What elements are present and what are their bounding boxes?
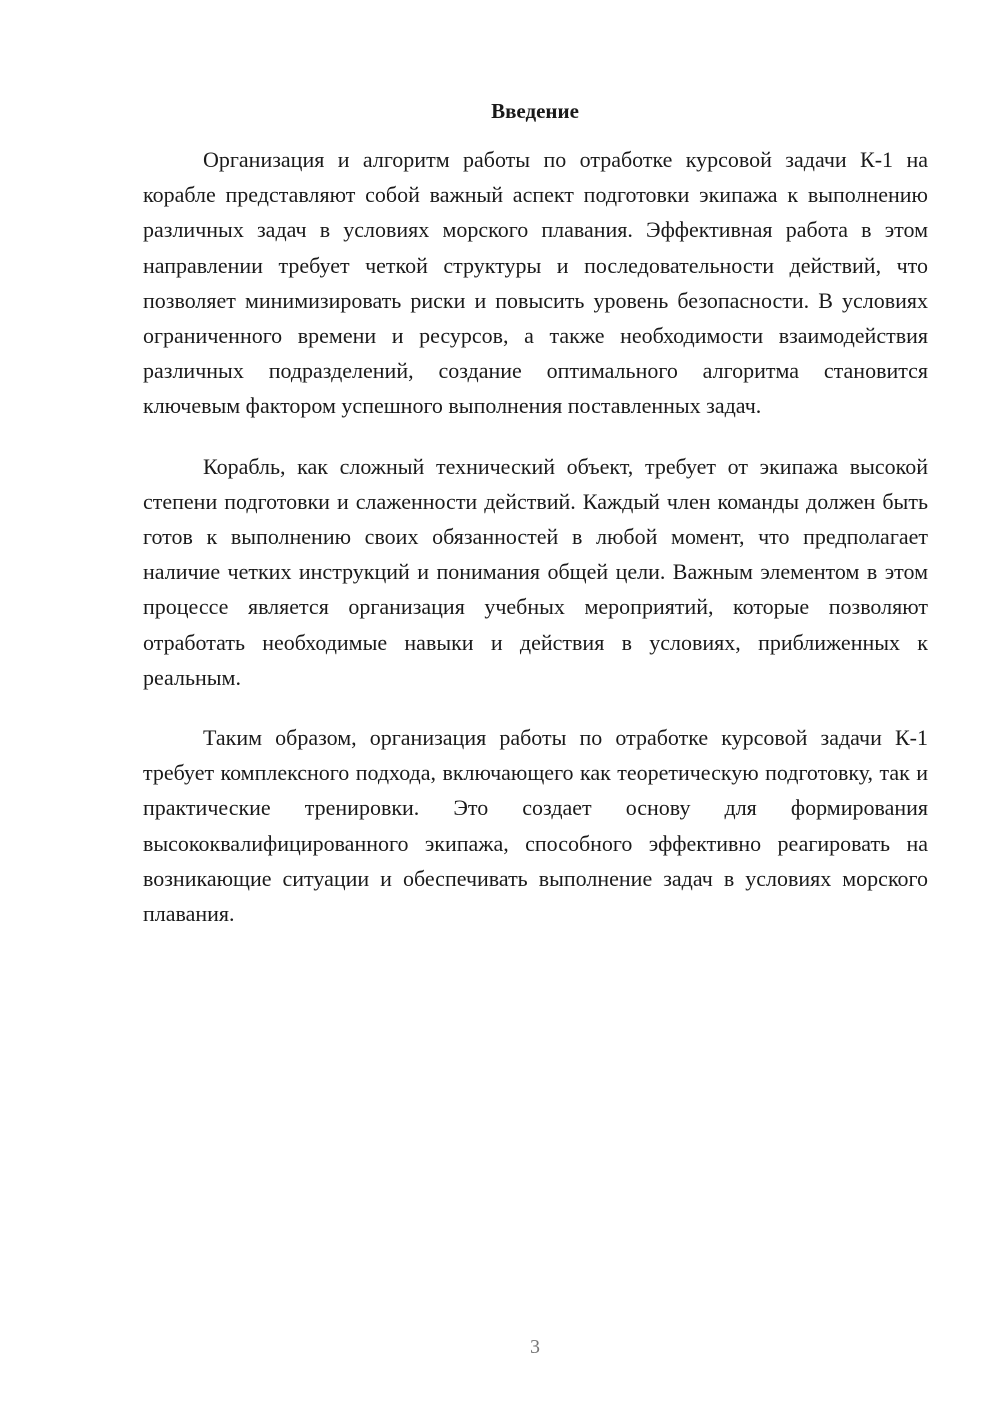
paragraph-3: Таким образом, организация работы по отработке курсовой задачи К-1 требует комплексного подхода, включающего как теоретическую подготовку, так и практические тренировки. Это создает основу для формирования высококвалифицированного экипажа, способного эффективно реагировать на возникающие ситуации и обеспечивать выполнение задач в условиях морского плавания.: [143, 725, 928, 927]
document-body: [143, 142, 928, 956]
page-title: Введение: [491, 99, 579, 123]
paragraph-2: Корабль, как сложный технический объект, требует от экипажа высокой степени подготовки и слаженности действий. Каждый член команды должен быть готов к выполнению своих обязанностей в любой момент, что предполагает наличие четких инструкций и понимания общей цели. Важным элементом в этом процессе является организация учебных мероприятий, которые позволяют отработать необходимые навыки и действия в условиях, приближенных к реальным.: [143, 453, 928, 690]
page-number: 3: [530, 1336, 540, 1358]
paragraph-1: Организация и алгоритм работы по отработке курсовой задачи К-1 на корабле представляют собой важный аспект подготовки экипажа к выполнению различных задач в условиях морского плавания. Эффективная работа в этом направлении требует четкой структуры и последовательности действий, что позволяет минимизировать риски и повысить уровень безопасности. В условиях ограниченного времени и ресурсов, а также необходимости взаимодействия различных подразделений, создание оптимального алгоритма становится ключевым фактором успешного выполнения поставленных задач.: [143, 147, 928, 419]
